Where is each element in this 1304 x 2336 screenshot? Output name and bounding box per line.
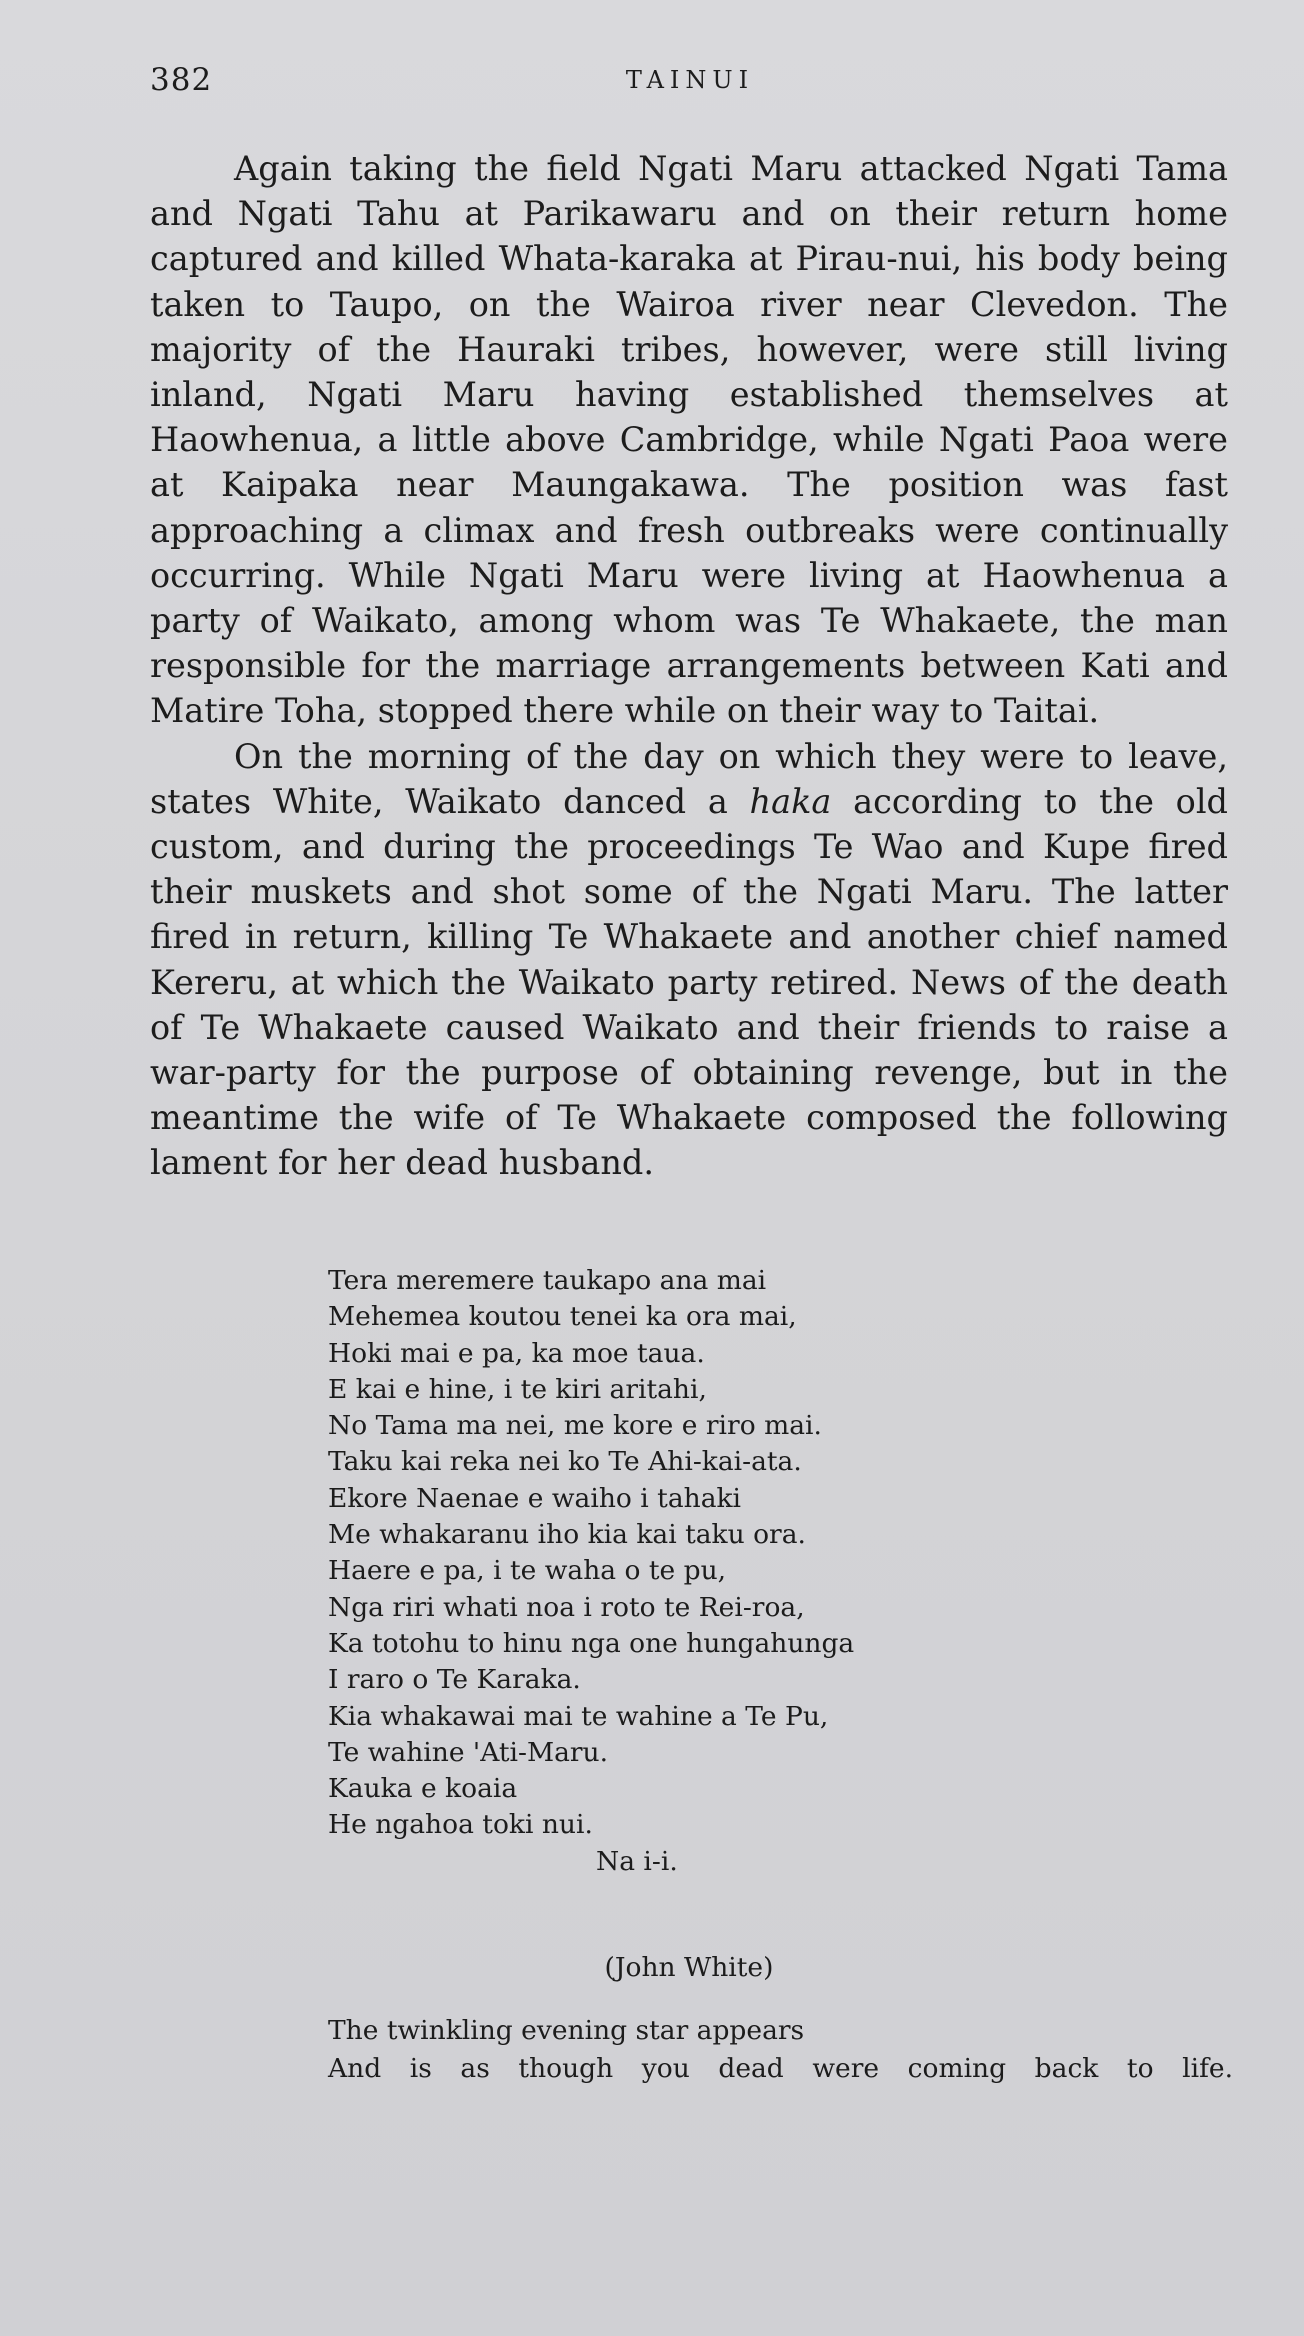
running-title: TAINUI bbox=[625, 66, 755, 94]
poem-line: I raro o Te Karaka. bbox=[328, 1664, 581, 1696]
lament-poem bbox=[328, 1263, 1148, 1880]
italic-term: haka bbox=[749, 781, 832, 821]
paragraph-1 bbox=[150, 146, 1228, 734]
poem-line: Te wahine 'Ati-Maru. bbox=[328, 1736, 609, 1768]
attribution: (John White) bbox=[604, 1952, 774, 1983]
paragraph-2 bbox=[150, 734, 1228, 1186]
poem-closing: Na i-i. bbox=[596, 1845, 678, 1877]
poem-line: He ngahoa toki nui. bbox=[328, 1809, 593, 1841]
poem-line: Mehemea koutou tenei ka ora mai, bbox=[328, 1301, 797, 1333]
paragraph-2-text-end: according to the old custom, and during the proceedings Te Wao and Kupe fired their muskets and shot some of the Ngati Maru. The latter fired in return, killing Te Whakaete and another chief named Kereru, at which the Waikato party retired. News of the death of Te Whakaete caused Waikato and their friends to raise a war-party for the purpose of obtaining revenge, but in the meantime the wife of Te Whakaete composed the following lament for her dead husband. bbox=[150, 781, 1228, 1183]
page-header bbox=[150, 62, 1230, 102]
poem-line: No Tama ma nei, me kore e riro mai. bbox=[328, 1410, 822, 1442]
poem-line: Taku kai reka nei ko Te Ahi-kai-ata. bbox=[328, 1446, 802, 1478]
translation bbox=[328, 2012, 1233, 2088]
translation-line: And is as though you dead were coming back to life. bbox=[328, 2053, 1233, 2084]
page-number: 382 bbox=[150, 62, 213, 98]
poem-line: Me whakaranu iho kia kai taku ora. bbox=[328, 1519, 806, 1551]
poem-line: Ekore Naenae e waiho i tahaki bbox=[328, 1482, 742, 1514]
poem-line: Kia whakawai mai te wahine a Te Pu, bbox=[328, 1700, 829, 1732]
poem-line: Kauka e koaia bbox=[328, 1773, 518, 1805]
poem-line: Ka totohu to hinu nga one hungahunga bbox=[328, 1627, 855, 1659]
translation-line: The twinkling evening star appears bbox=[328, 2015, 805, 2046]
paragraph-1-text: Again taking the field Ngati Maru attacked Ngati Tama and Ngati Tahu at Parikawaru and on their return home captured and killed Whata-karaka at Pirau-nui, his body being taken to Taupo, on the Wairoa river near Clevedon. The majority of the Hauraki tribes, however, were still living inland, Ngati Maru having established themselves at Haowhenua, a little above Cambridge, while Ngati Paoa were at Kaipaka near Maungakawa. The position was fast approaching a climax and fresh outbreaks were continually occurring. While Ngati Maru were living at Haowhenua a party of Waikato, among whom was Te Whakaete, the man responsible for the marriage arrangements between Kati and Matire Toha, stopped there while on their way to Taitai. bbox=[150, 149, 1228, 731]
poem-line: Hoki mai e pa, ka moe taua. bbox=[328, 1337, 705, 1369]
paragraph-2-text-start: On the morning of the day on which they were to leave, states White, Waikato danced a bbox=[150, 736, 1228, 821]
body-text bbox=[150, 146, 1228, 1186]
poem-line: Haere e pa, i te waha o te pu, bbox=[328, 1555, 727, 1587]
poem-line: Tera meremere taukapo ana mai bbox=[328, 1265, 767, 1296]
poem-line: E kai e hine, i te kiri aritahi, bbox=[328, 1373, 707, 1405]
poem-line: Nga riri whati noa i roto te Rei-roa, bbox=[328, 1591, 805, 1623]
